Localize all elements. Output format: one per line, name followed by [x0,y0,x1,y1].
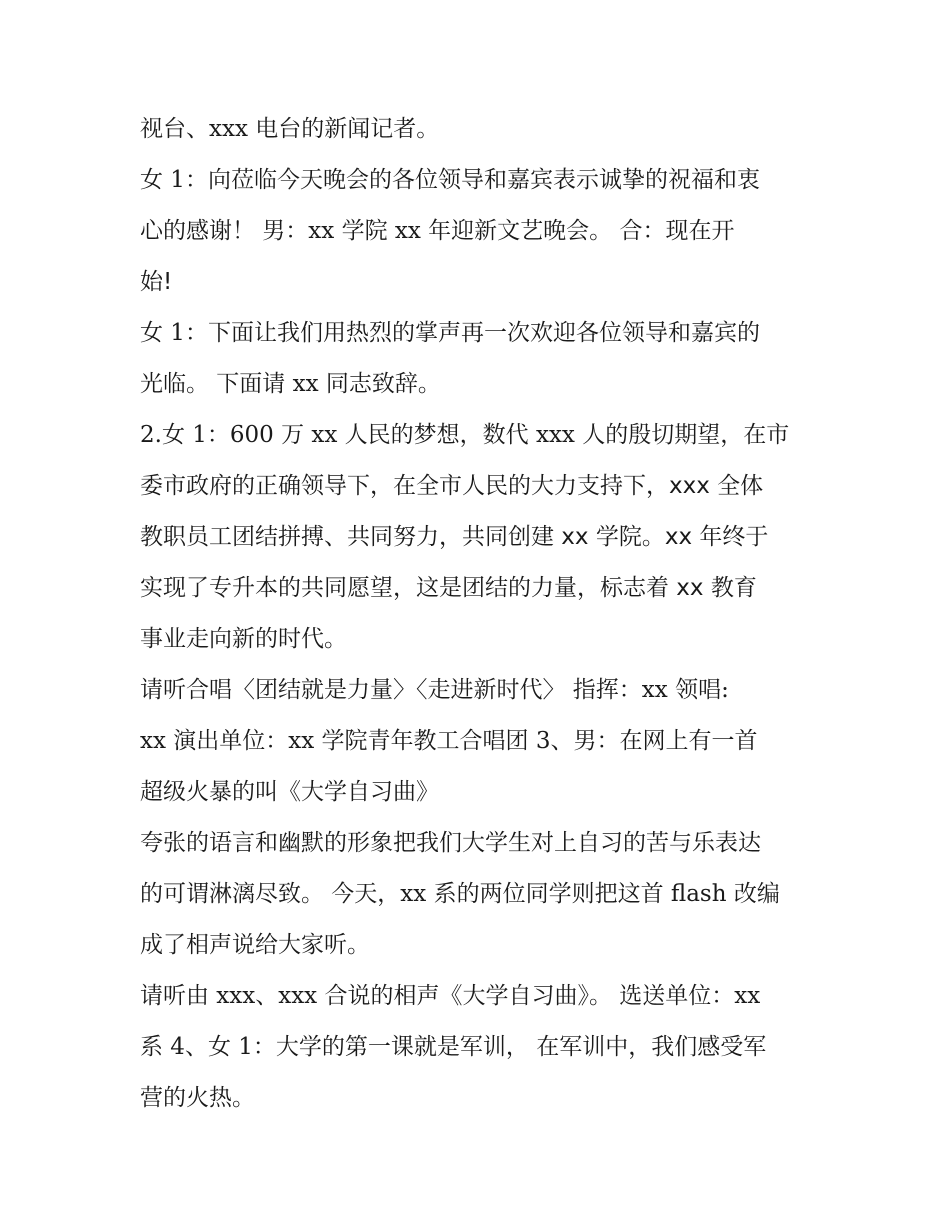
text-line: 教职员工团结拼搏、共同努力，共同创建 xx 学院。xx 年终于 [140,524,769,550]
text-line: 事业走向新的时代。 [140,626,347,652]
text-line: 委市政府的正确领导下，在全市人民的大力支持下，xxx 全体 [140,473,764,499]
text-line: 夸张的语言和幽默的形象把我们大学生对上自习的苦与乐表达 [140,830,761,856]
text-line: 请听合唱〈团结就是力量〉〈走进新时代〉 指挥：xx 领唱: [140,677,729,703]
text-line: 光临。 下面请 xx 同志致辞。 [140,371,441,397]
text-line: 成了相声说给大家听。 [140,932,370,958]
text-line: 超级火暴的叫《大学自习曲》 [140,779,439,805]
text-line: xx 演出单位：xx 学院青年教工合唱团 3、男：在网上有一首 [140,728,758,754]
text-line: 的可谓淋漓尽致。 今天，xx 系的两位同学则把这首 flash 改编 [140,881,780,907]
text-line: 请听由 xxx、xxx 合说的相声《大学自习曲》。 选送单位：xx [140,983,761,1009]
text-line: 营的火热。 [140,1085,255,1111]
text-line: 实现了专升本的共同愿望，这是团结的力量，标志着 xx 教育 [140,575,757,601]
text-line: 女 1：向莅临今天晚会的各位领导和嘉宾表示诚挚的祝福和衷 [140,167,760,193]
text-line: 心的感谢！ 男：xx 学院 xx 年迎新文艺晚会。 合：现在开 [140,218,735,244]
text-line: 2.女 1：600 万 xx 人民的梦想，数代 xxx 人的殷切期望，在市 [140,422,790,448]
text-line: 始! [140,269,173,295]
text-line: 视台、xxx 电台的新闻记者。 [140,116,440,142]
document-body [140,104,820,1124]
text-line: 系 4、女 1：大学的第一课就是军训， 在军训中，我们感受军 [140,1034,767,1060]
text-line: 女 1：下面让我们用热烈的掌声再一次欢迎各位领导和嘉宾的 [140,320,760,346]
